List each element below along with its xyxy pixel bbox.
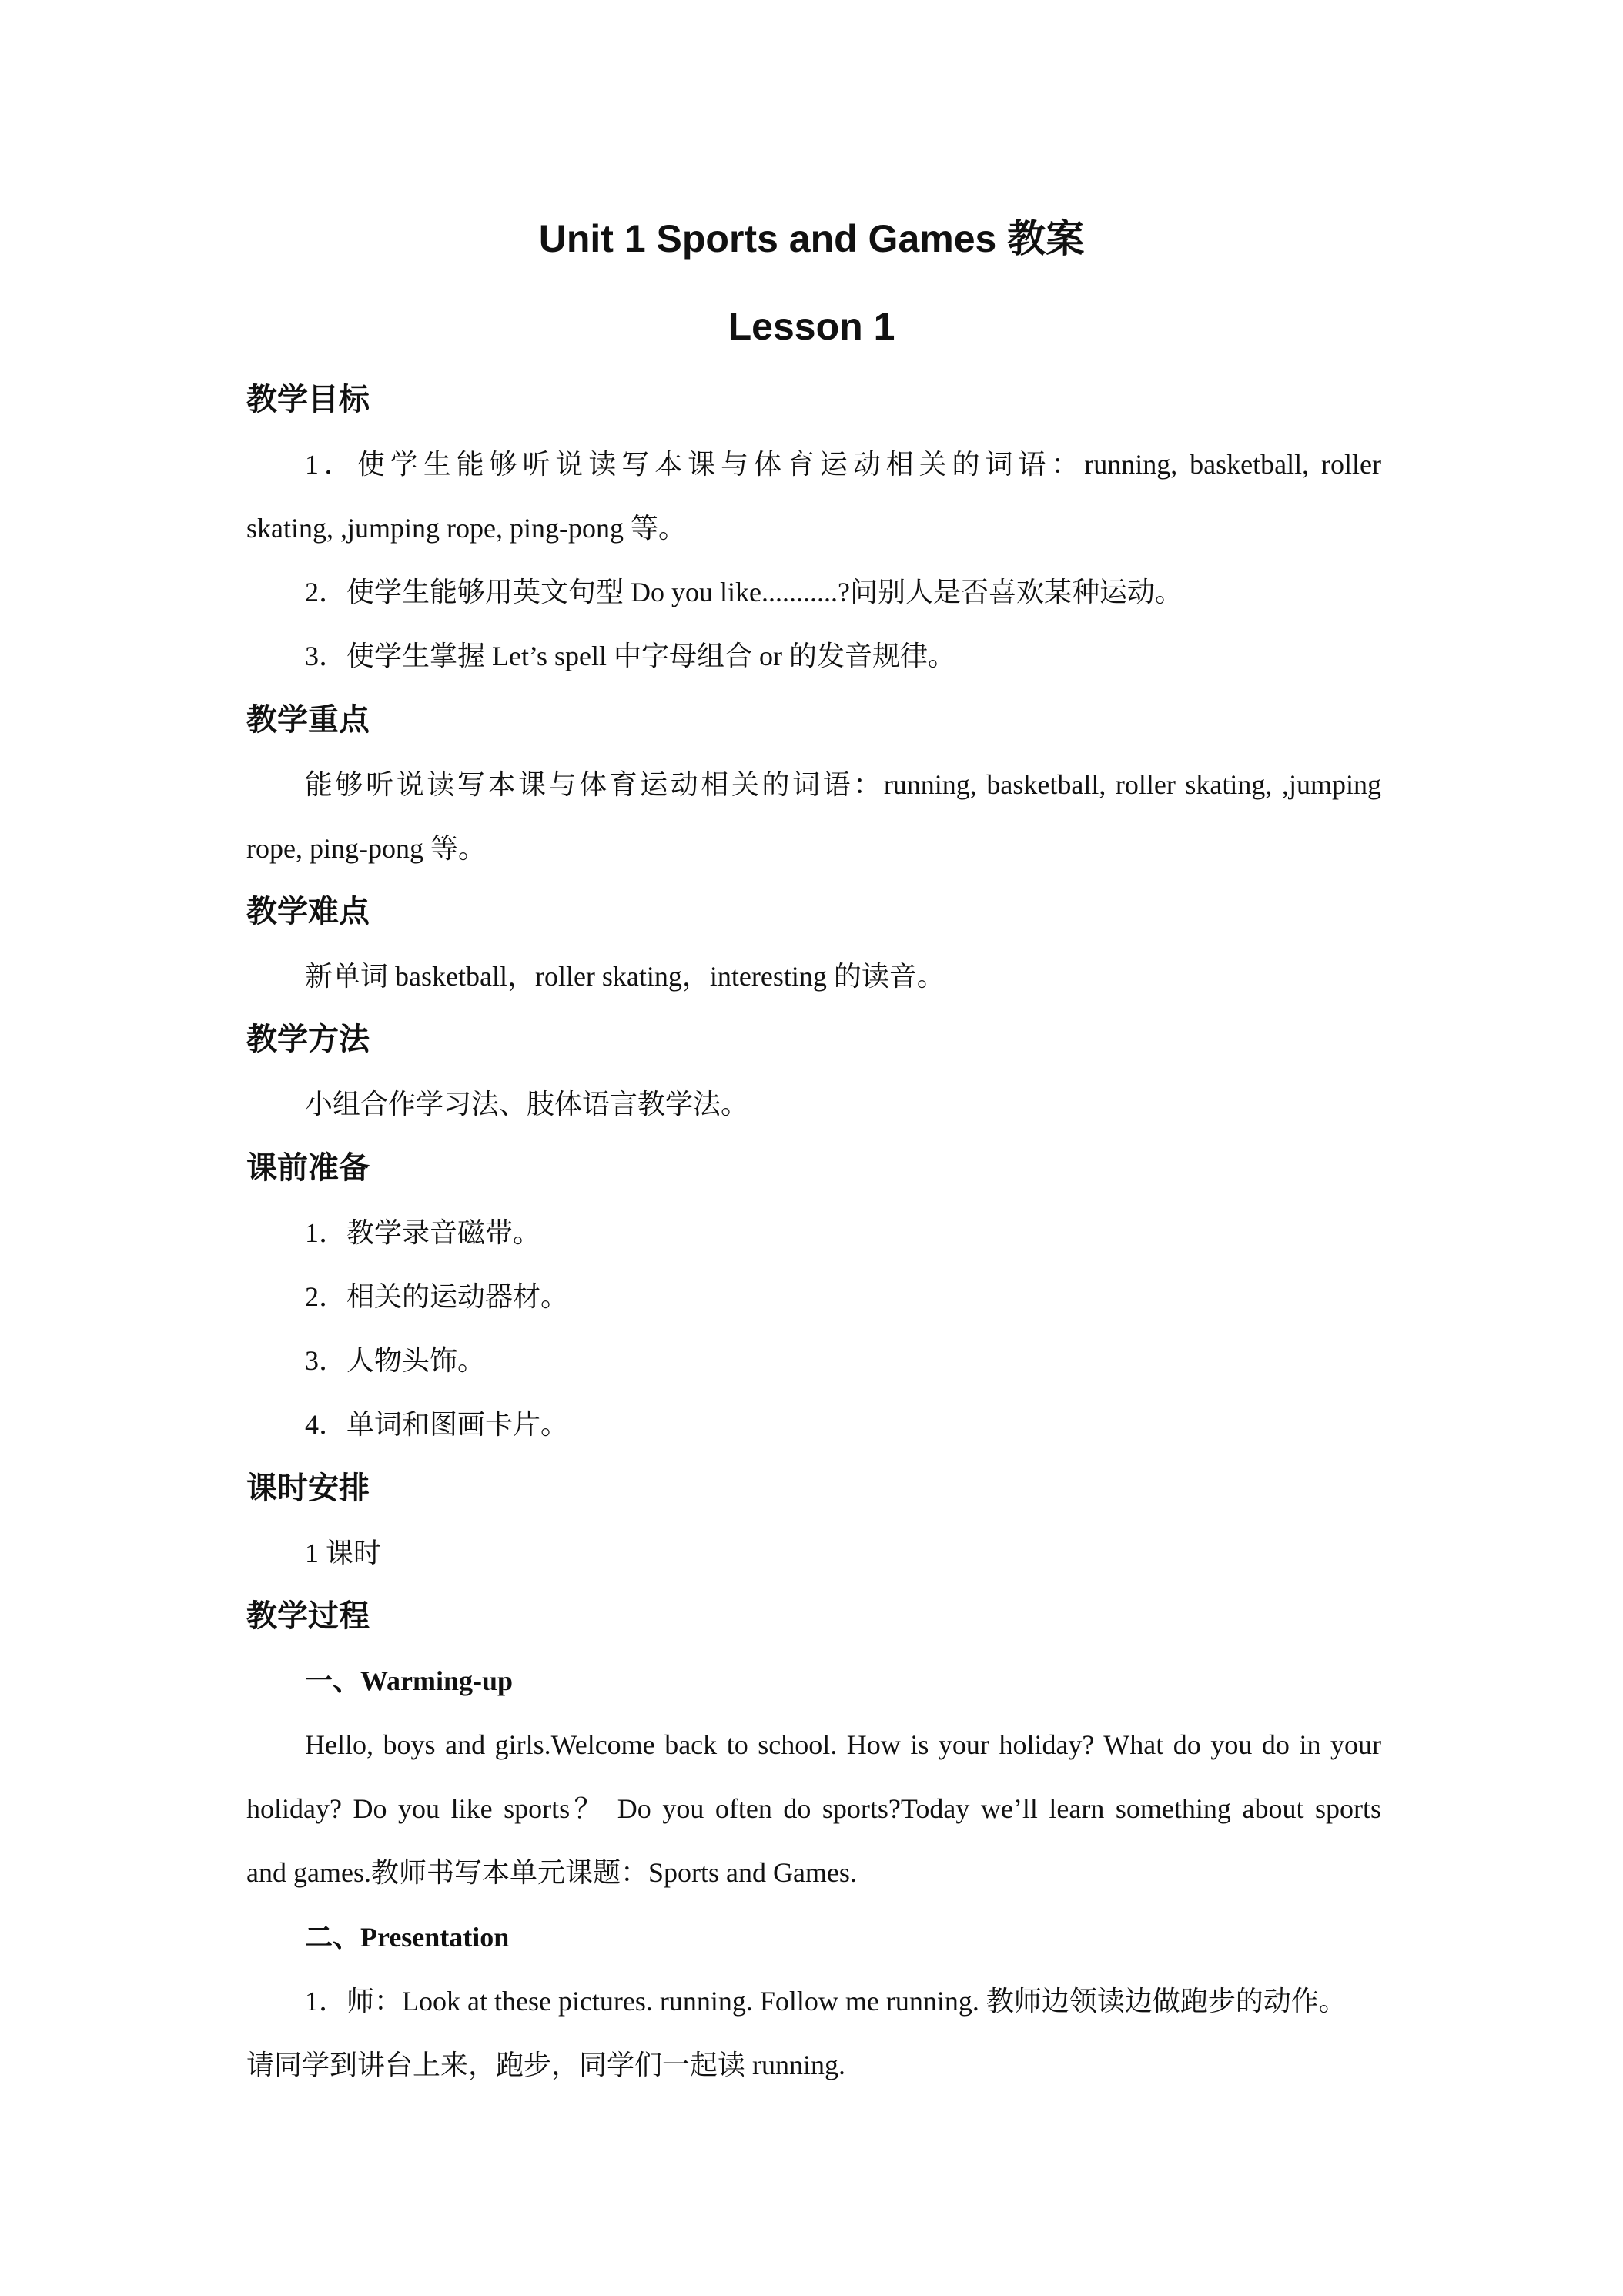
key-points-line-1: 能够听说读写本课与体育运动相关的词语：running, basketball, roller skating, ,jumping	[305, 769, 1381, 800]
warmup-title: 一、Warming-up	[305, 1665, 514, 1696]
process-heading: 教学过程	[246, 1598, 370, 1634]
key-points-line-2: rope, ping-pong 等。	[246, 833, 486, 864]
objectives-heading: 教学目标	[246, 382, 370, 417]
presentation-line-2: 请同学到讲台上来，跑步，同学们一起读 running.	[246, 2050, 845, 2080]
objective-item-3: 3．使学生掌握 Let’s spell 中字母组合 or 的发音规律。	[305, 641, 955, 671]
difficulties-line-1: 新单词 basketball，roller skating，interesting 的读音。	[305, 961, 945, 992]
methods-heading: 教学方法	[246, 1022, 370, 1057]
presentation-title: 二、Presentation	[305, 1922, 510, 1953]
objective-item-2: 2．使学生能够用英文句型 Do you like...........?问别人是否喜欢某种运动。	[305, 577, 1183, 607]
presentation-line-1: 1．师：Look at these pictures. running. Follow me running. 教师边领读边做跑步的动作。	[305, 1986, 1347, 2017]
preparation-item-4: 4．单词和图画卡片。	[305, 1409, 569, 1440]
preparation-item-1: 1．教学录音磁带。	[305, 1217, 541, 1248]
lesson-title: Lesson 1	[728, 305, 895, 348]
preparation-item-3: 3．人物头饰。	[305, 1345, 486, 1376]
document-title: Unit 1 Sports and Games 教案	[538, 217, 1085, 260]
warmup-line-2: holiday? Do you like sports？ Do you often do sports?Today we’ll learn something about sports	[246, 1793, 1381, 1824]
preparation-item-2: 2．相关的运动器材。	[305, 1281, 569, 1312]
objective-item-1-line-1: 1．使学生能够听说读写本课与体育运动相关的词语：running, basketball, roller	[305, 449, 1381, 480]
methods-line-1: 小组合作学习法、肢体语言教学法。	[305, 1089, 749, 1120]
preparation-heading: 课前准备	[246, 1150, 370, 1186]
warmup-line-1: Hello, boys and girls.Welcome back to school. How is your holiday? What do you do in your	[305, 1729, 1381, 1760]
schedule-line-1: 1 课时	[305, 1538, 382, 1568]
warmup-line-3: and games.教师书写本单元课题：Sports and Games.	[246, 1857, 857, 1888]
difficulties-heading: 教学难点	[246, 894, 370, 929]
objective-item-1-line-2: skating, ,jumping rope, ping-pong 等。	[246, 513, 686, 544]
schedule-heading: 课时安排	[246, 1471, 370, 1506]
key-points-heading: 教学重点	[246, 702, 370, 738]
